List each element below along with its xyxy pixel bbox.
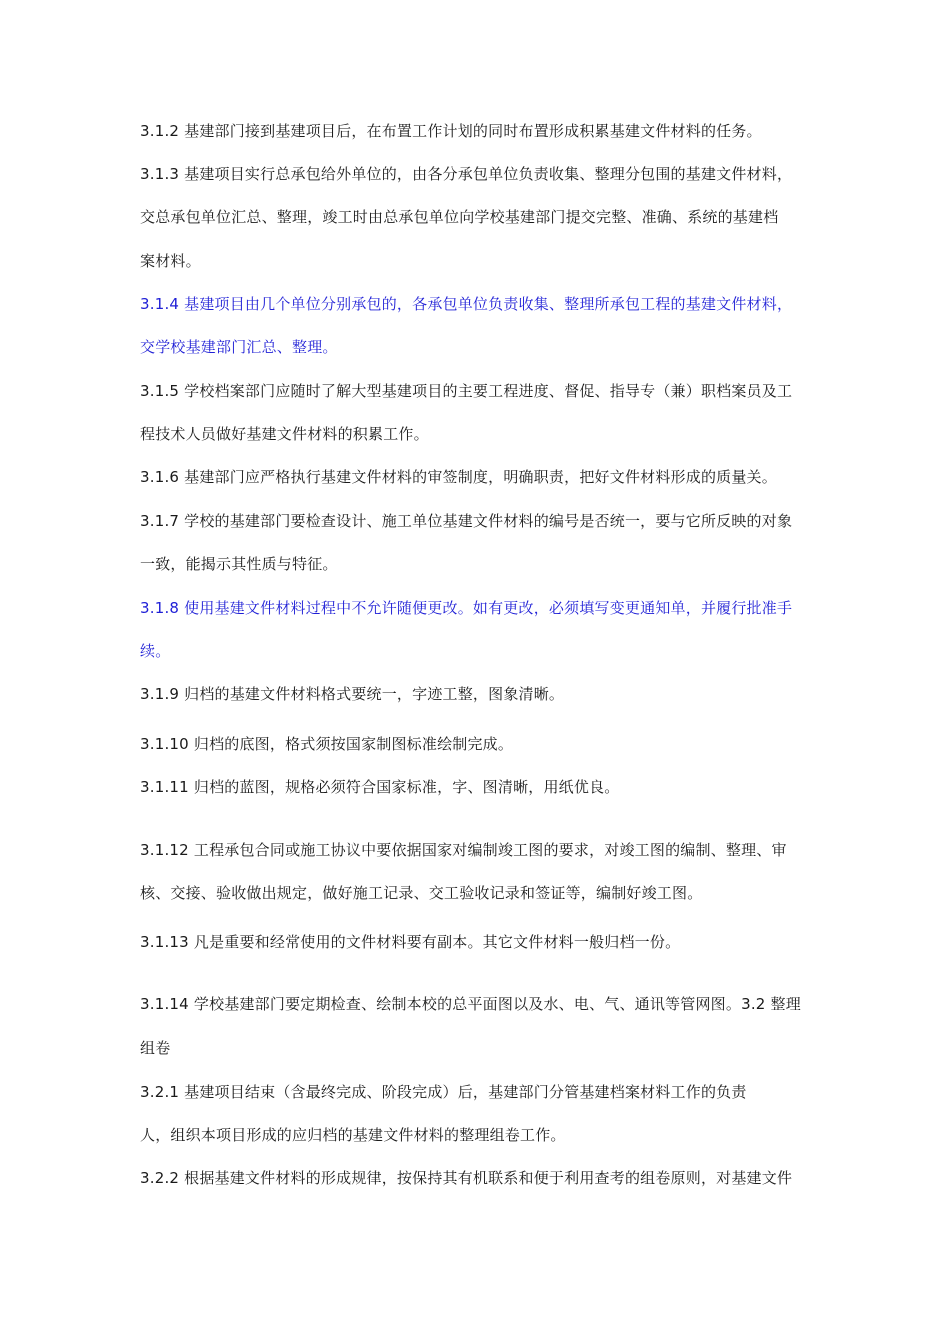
paragraph-3-1-10-line-1: 3.1.10 归档的底图，格式须按国家制图标准绘制完成。 (140, 735, 514, 753)
paragraph-3-1-9-line-1: 3.1.9 归档的基建文件材料格式要统一，字迹工整，图象清晰。 (140, 685, 565, 703)
paragraph-3-1-14-line-1: 3.1.14 学校基建部门要定期检查、绘制本校的总平面图以及水、电、气、通讯等管网图。3.2 整理 (140, 995, 801, 1013)
paragraph-3-1-7-line-2: 一致，能揭示其性质与特征。 (140, 555, 338, 573)
paragraph-3-2-2-line-1: 3.2.2 根据基建文件材料的形成规律，按保持其有机联系和便于利用查考的组卷原则，对基建文件 (140, 1169, 793, 1187)
paragraph-3-1-12-line-2: 核、交接、验收做出规定，做好施工记录、交工验收记录和签证等，编制好竣工图。 (140, 884, 703, 902)
paragraph-3-1-3-line-2: 交总承包单位汇总、整理，竣工时由总承包单位向学校基建部门提交完整、准确、系统的基建档 (140, 208, 779, 226)
paragraph-3-2-1-line-2: 人，组织本项目形成的应归档的基建文件材料的整理组卷工作。 (140, 1126, 566, 1144)
paragraph-3-1-11-line-1: 3.1.11 归档的蓝图，规格必须符合国家标准，字、图清晰，用纸优良。 (140, 778, 620, 796)
paragraph-3-1-7-line-1: 3.1.7 学校的基建部门要检查设计、施工单位基建文件材料的编号是否统一，要与它所反映的对象 (140, 512, 793, 530)
paragraph-3-1-14-line-2: 组卷 (140, 1039, 171, 1057)
paragraph-3-1-8-line-1: 3.1.8 使用基建文件材料过程中不允许随便更改。如有更改，必须填写变更通知单，并履行批准手 (140, 599, 793, 617)
paragraph-3-1-4-line-1: 3.1.4 基建项目由几个单位分别承包的，各承包单位负责收集、整理所承包工程的基建文件材料， (140, 295, 793, 313)
paragraph-3-1-6-line-1: 3.1.6 基建部门应严格执行基建文件材料的审签制度，明确职责，把好文件材料形成的质量关。 (140, 468, 777, 486)
paragraph-3-1-2-line-1: 3.1.2 基建部门接到基建项目后，在布置工作计划的同时布置形成积累基建文件材料的任务。 (140, 122, 762, 140)
paragraph-3-1-3-line-3: 案材料。 (140, 252, 201, 270)
paragraph-3-1-4-line-2: 交学校基建部门汇总、整理。 (140, 338, 338, 356)
paragraph-3-1-3-line-1: 3.1.3 基建项目实行总承包给外单位的，由各分承包单位负责收集、整理分包围的基建文件材料， (140, 165, 793, 183)
paragraph-3-1-5-line-1: 3.1.5 学校档案部门应随时了解大型基建项目的主要工程进度、督促、指导专（兼）职档案员及工 (140, 382, 793, 400)
paragraph-3-1-12-line-1: 3.1.12 工程承包合同或施工协议中要依据国家对编制竣工图的要求，对竣工图的编制、整理、审 (140, 841, 787, 859)
paragraph-3-1-8-line-2: 续。 (140, 642, 171, 660)
paragraph-3-1-5-line-2: 程技术人员做好基建文件材料的积累工作。 (140, 425, 429, 443)
paragraph-3-2-1-line-1: 3.2.1 基建项目结束（含最终完成、阶段完成）后，基建部门分管基建档案材料工作的负责 (140, 1083, 747, 1101)
paragraph-3-1-13-line-1: 3.1.13 凡是重要和经常使用的文件材料要有副本。其它文件材料一般归档一份。 (140, 933, 681, 951)
